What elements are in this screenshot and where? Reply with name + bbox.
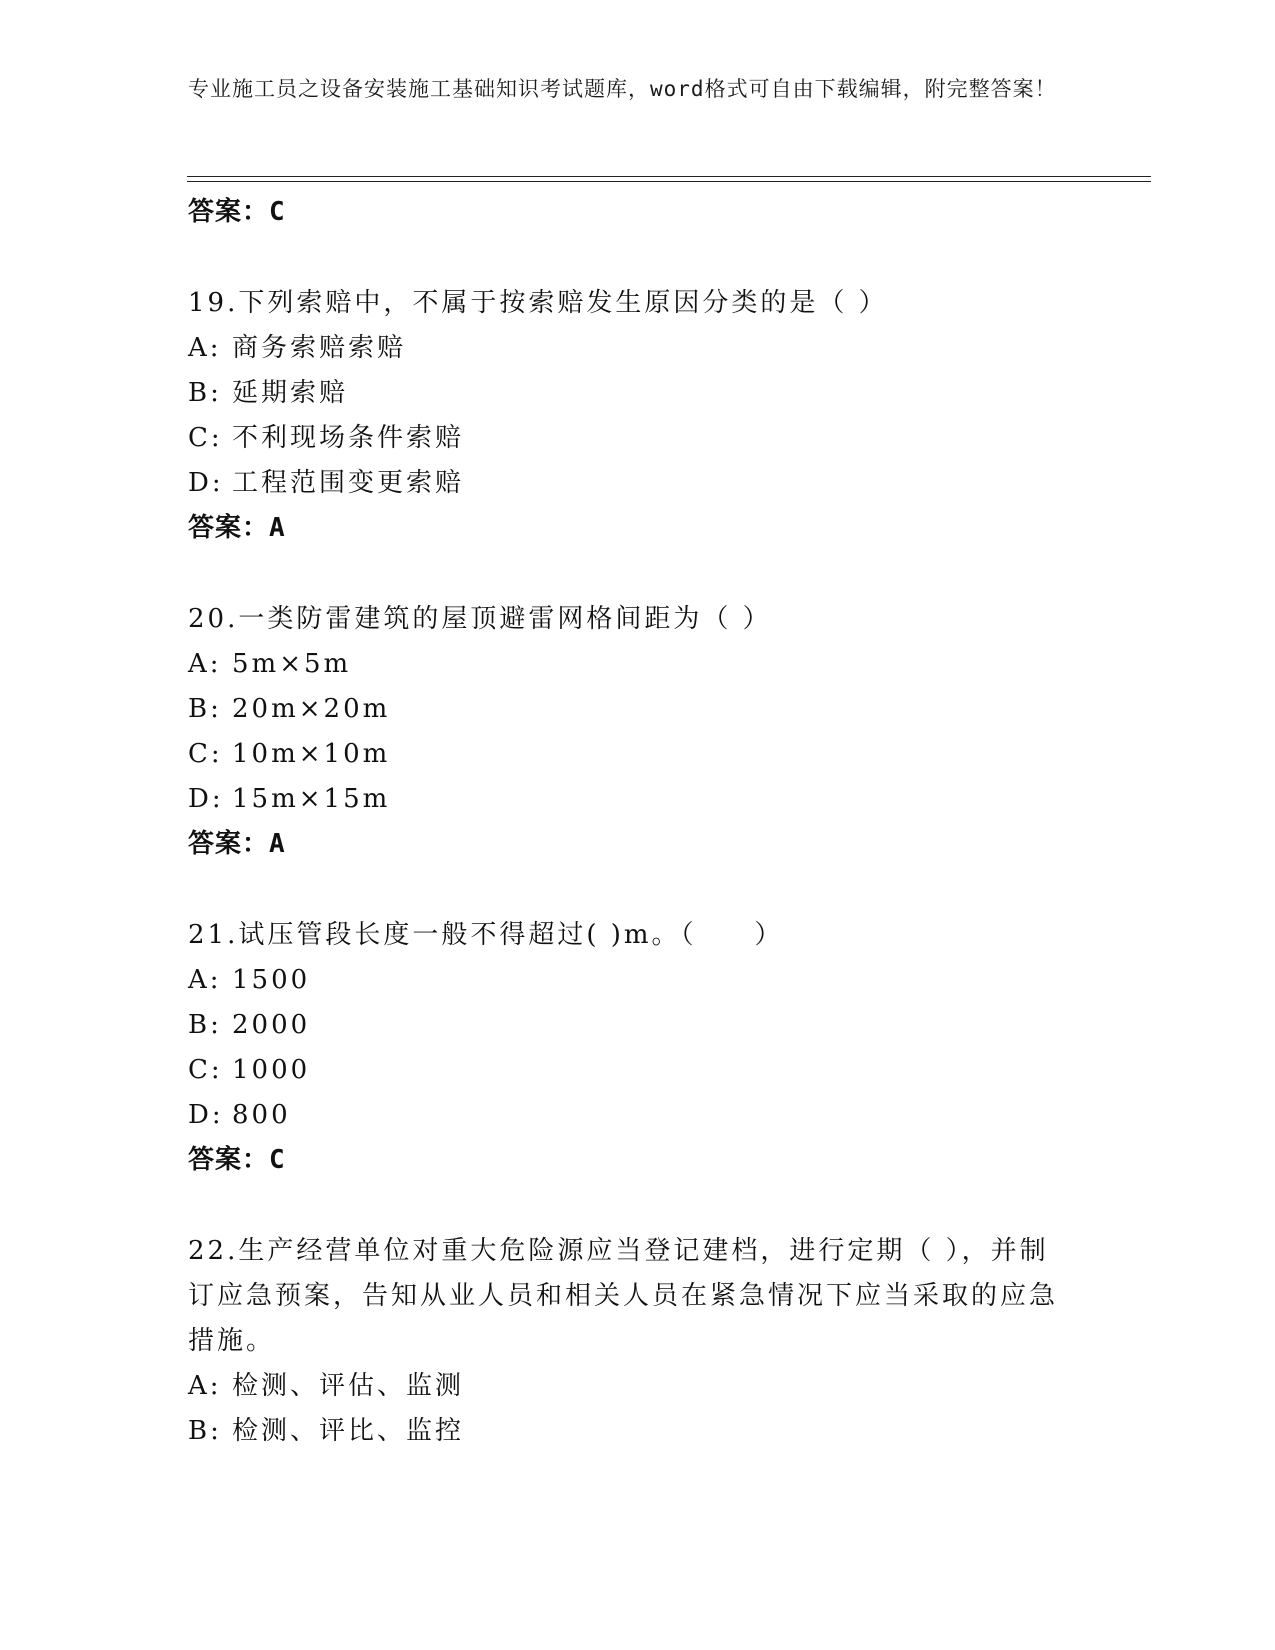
option-text: 15m×15m — [232, 784, 391, 814]
option-text: 2000 — [232, 1010, 311, 1040]
option-letter: D: — [188, 468, 224, 498]
answer-line: 答案：C — [188, 1145, 286, 1175]
question-stem: 19.下列索赔中，不属于按索赔发生原因分类的是（ ） — [188, 288, 888, 318]
option-d — [188, 1093, 1068, 1138]
option-letter: C: — [188, 1055, 223, 1085]
option-text: 10m×10m — [232, 739, 391, 769]
question-block — [188, 913, 1068, 1183]
document-header: 专业施工员之设备安装施工基础知识考试题库，word格式可自由下载编辑，附完整答案！ — [188, 77, 1057, 101]
answer-line: 答案：A — [188, 513, 286, 543]
option-a — [188, 1364, 1068, 1409]
option-letter: D: — [188, 784, 224, 814]
option-text: 检测、评估、监测 — [232, 1371, 465, 1401]
answer-line: 答案：A — [188, 829, 286, 859]
question-list — [188, 190, 1068, 1454]
option-letter: B: — [188, 694, 222, 724]
option-text: 1500 — [232, 965, 311, 995]
option-letter: A: — [188, 649, 222, 679]
option-letter: B: — [188, 1010, 222, 1040]
option-text: 800 — [232, 1100, 291, 1130]
answer-line: 答案：C — [188, 197, 286, 227]
option-c — [188, 732, 1068, 777]
option-b — [188, 1003, 1068, 1048]
option-letter: A: — [188, 1371, 222, 1401]
option-a — [188, 958, 1068, 1003]
option-text: 工程范围变更索赔 — [232, 468, 465, 498]
option-text: 延期索赔 — [232, 378, 349, 408]
option-text: 不利现场条件索赔 — [232, 423, 465, 453]
question-stem: 21.试压管段长度一般不得超过( )m。（ ） — [188, 920, 784, 950]
option-b — [188, 1409, 1068, 1454]
question-block — [188, 597, 1068, 867]
option-text: 20m×20m — [232, 694, 391, 724]
option-d — [188, 461, 1068, 506]
question-block — [188, 1229, 1068, 1454]
divider-line-bottom — [187, 181, 1151, 182]
header-divider — [187, 176, 1151, 182]
option-b — [188, 371, 1068, 416]
option-letter: A: — [188, 333, 222, 363]
divider-line-top — [187, 176, 1151, 177]
option-letter: C: — [188, 739, 223, 769]
option-d — [188, 777, 1068, 822]
option-a — [188, 326, 1068, 371]
option-text: 5m×5m — [232, 649, 352, 679]
option-c — [188, 416, 1068, 461]
option-b — [188, 687, 1068, 732]
option-letter: C: — [188, 423, 223, 453]
question-stem: 22.生产经营单位对重大危险源应当登记建档，进行定期（ ），并制订应急预案，告知从业人员和相关人员在紧急情况下应当采取的应急措施。 — [188, 1236, 1059, 1356]
option-letter: B: — [188, 378, 222, 408]
option-letter: D: — [188, 1100, 224, 1130]
option-text: 商务索赔索赔 — [232, 333, 407, 363]
option-c — [188, 1048, 1068, 1093]
option-letter: A: — [188, 965, 222, 995]
option-a — [188, 642, 1068, 687]
option-text: 1000 — [232, 1055, 311, 1085]
question-block — [188, 281, 1068, 551]
option-text: 检测、评比、监控 — [232, 1416, 465, 1446]
option-letter: B: — [188, 1416, 222, 1446]
question-stem: 20.一类防雷建筑的屋顶避雷网格间距为（ ） — [188, 604, 772, 634]
